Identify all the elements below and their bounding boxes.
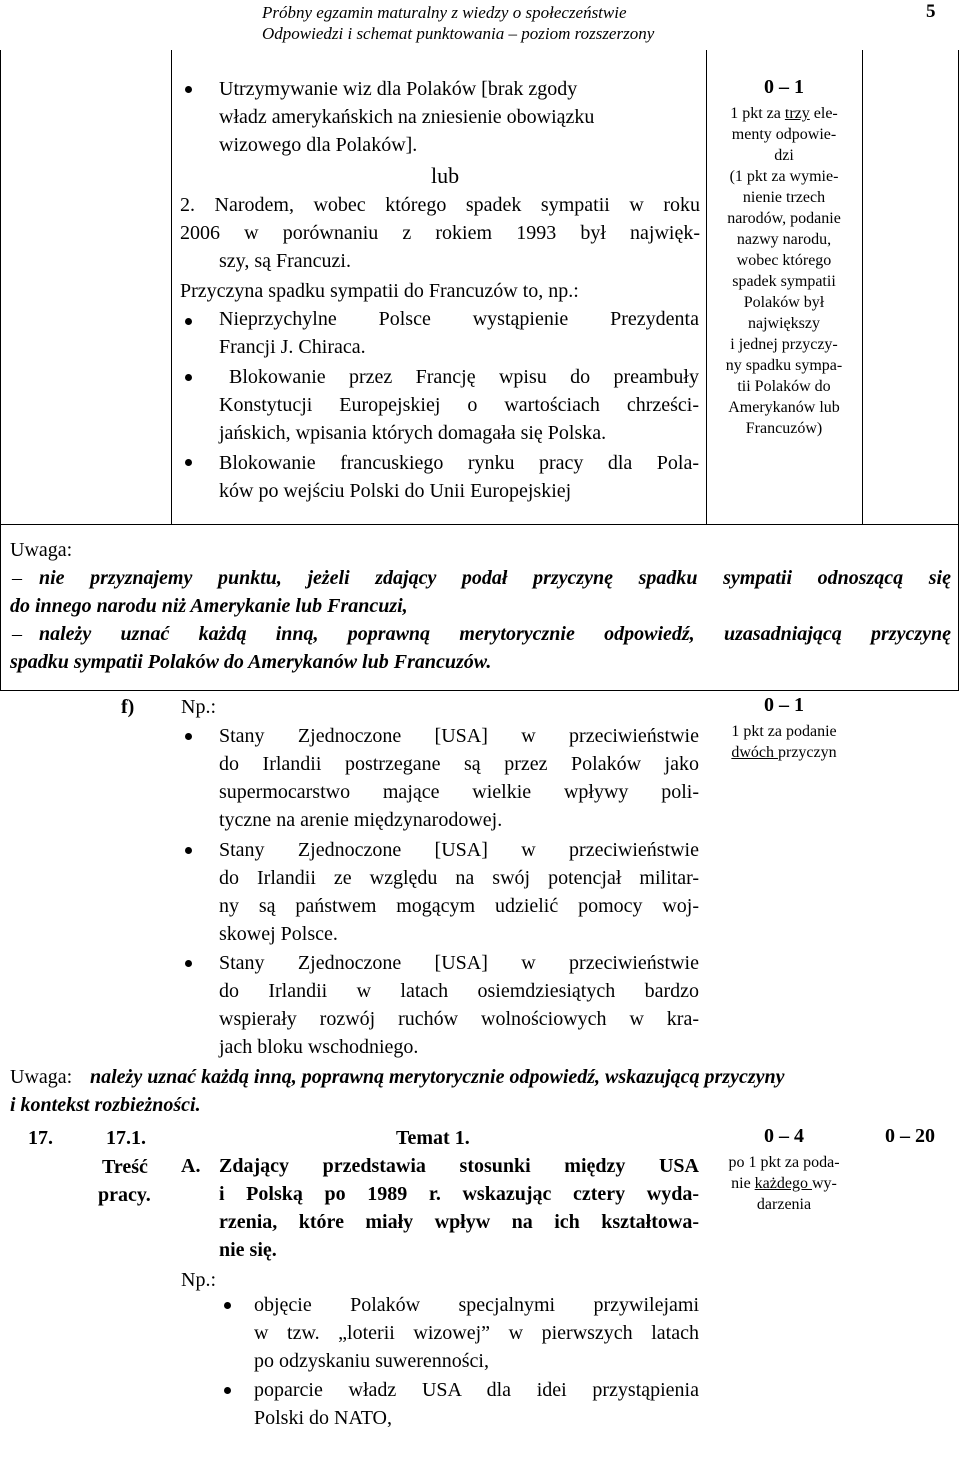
column-divider (862, 50, 863, 524)
bullet-icon (185, 733, 192, 740)
total-score: 0 – 20 (885, 1125, 935, 1147)
text-line: Nieprzychylne Polsce wystąpienie Prezydenta (219, 308, 699, 330)
text-line: Blokowanie przez Francję wpisu do preambuły (229, 366, 699, 388)
text-line: szy, są Francuzi. (219, 250, 351, 272)
text-line: 2. Narodem, wobec którego spadek sympatii w roku (180, 194, 700, 216)
scoring-line: 1 pkt za podanie (731, 723, 837, 740)
scoring-line: (1 pkt za wymie- (729, 168, 839, 185)
item-label: f) (121, 696, 135, 718)
scoring-line: darzenia (756, 1196, 812, 1213)
text-line: Zdający przedstawia stosunki między USA (219, 1155, 699, 1177)
bullet-icon (185, 318, 192, 325)
reason-heading: Przyczyna spadku sympatii do Francuzów to, np.: (180, 280, 579, 302)
text-line: do Irlandii postrzegane są przez Polaków jako (219, 753, 699, 775)
text-line: supermocarstwo mające wielkie wpływy poli- (219, 781, 699, 803)
text-line: Polski do NATO, (254, 1407, 392, 1429)
text-line: nie się. (219, 1239, 277, 1261)
subtask-number: 17.1. (106, 1127, 146, 1149)
table-border (958, 524, 959, 690)
bullet-icon (185, 86, 192, 93)
score-range: 0 – 1 (764, 76, 804, 98)
scoring-line: dzi (774, 147, 794, 164)
scoring-line: Francuzów) (745, 420, 823, 437)
text-line: władz amerykańskich na zniesienie obowiązku (219, 106, 595, 128)
scoring-line: Amerykanów lub (728, 399, 840, 416)
note-text: i kontekst rozbieżności. (10, 1094, 201, 1116)
text-line: wizowego dla Polaków]. (219, 134, 418, 156)
text-line: jach bloku wschodniego. (219, 1036, 419, 1058)
bullet-icon (185, 960, 192, 967)
topic-title: Temat 1. (396, 1127, 470, 1149)
text-line: ków po wejściu Polski do Unii Europejskiej (219, 480, 572, 502)
note-label: Uwaga: (10, 1066, 73, 1088)
text-line: po odzyskaniu suwerenności, (254, 1350, 489, 1372)
scoring-line: dwóch przyczyn (731, 744, 837, 761)
bullet-icon (185, 847, 192, 854)
scoring-line: największy (748, 315, 820, 332)
or-label: lub (431, 163, 460, 188)
text-line: objęcie Polaków specjalnymi przywilejami (254, 1294, 699, 1316)
scoring-line: 1 pkt za trzy ele- (730, 105, 838, 122)
text-line: w tzw. „loterii wizowej” w pierwszych latach (254, 1322, 699, 1344)
table-border (0, 50, 1, 524)
text-line: Konstytucji Europejskiej o wartościach chrześci- (219, 394, 699, 416)
subtask-label: pracy. (98, 1184, 151, 1206)
text-line: poparcie władz USA dla idei przystąpienia (254, 1379, 699, 1401)
note-text: nie przyznajemy punktu, jeżeli zdający podał przyczynę spadku sympatii odnoszącą się (39, 567, 951, 589)
header-title: Próbny egzamin maturalny z wiedzy o społeczeństwie (262, 3, 627, 22)
scoring-line: nie każdego wy- (731, 1175, 837, 1192)
text-line: 2006 w porównaniu z rokiem 1993 był najwięk- (180, 222, 700, 244)
scoring-line: Polaków był (743, 294, 825, 311)
scoring-line: nazwy narodu, (736, 231, 832, 248)
header-subtitle: Odpowiedzi i schemat punktowania – poziom rozszerzony (262, 24, 655, 43)
note-text: należy uznać każdą inną, poprawną merytorycznie odpowiedź, wskazującą przyczyny (90, 1066, 785, 1088)
column-divider (171, 50, 172, 524)
note-label: Uwaga: (10, 539, 73, 561)
note-text: należy uznać każdą inną, poprawną merytorycznie odpowiedź, uzasadniającą przyczynę (39, 623, 951, 645)
table-border (0, 524, 1, 690)
text-line: Blokowanie francuskiego rynku pracy dla Pola- (219, 452, 699, 474)
bullet-icon (224, 1302, 231, 1309)
scoring-line: tii Polaków do (737, 378, 831, 395)
scoring-line: wobec którego (736, 252, 832, 269)
text-line: rzenia, które miały wpływ na ich kształtowa- (219, 1211, 699, 1233)
text-line: do Irlandii w latach osiemdziesiątych bardzo (219, 980, 699, 1002)
text-line: Stany Zjednoczone [USA] w przeciwieństwie (219, 725, 699, 747)
note-text: do innego narodu niż Amerykanie lub Francuzi, (10, 595, 408, 617)
scoring-line: i jednej przyczy- (730, 336, 838, 353)
text-line: Utrzymywanie wiz dla Polaków [brak zgody (219, 78, 578, 100)
scoring-line: spadek sympatii (732, 273, 836, 290)
row-divider (0, 690, 959, 691)
text-line: i Polską po 1989 r. wskazując cztery wyda- (219, 1183, 699, 1205)
scoring-rule (706, 721, 862, 763)
scoring-line: menty odpowie- (731, 126, 837, 143)
text-line: do Irlandii ze względu na swój potencjał militar- (219, 867, 699, 889)
text-line: wspierały rozwój ruchów wolnościowych w kra- (219, 1008, 699, 1030)
bullet-icon (224, 1387, 231, 1394)
bullet-icon (185, 374, 192, 381)
text-line: Stany Zjednoczone [USA] w przeciwieństwie (219, 952, 699, 974)
text-line: Stany Zjednoczone [USA] w przeciwieństwie (219, 839, 699, 861)
scoring-line: narodów, podanie (727, 210, 841, 227)
text-line: jańskich, wpisania których domagała się Polska. (219, 422, 607, 444)
text-line: tyczne na arenie międzynarodowej. (219, 809, 503, 831)
np-label: Np.: (181, 1269, 216, 1291)
task-number: 17. (28, 1127, 53, 1149)
text-line: skowej Polsce. (219, 923, 338, 945)
scoring-rule (706, 1152, 862, 1215)
note-text: spadku sympatii Polaków do Amerykanów lub Francuzów. (10, 651, 492, 673)
score-range: 0 – 1 (764, 694, 804, 716)
scoring-line: nienie trzech (742, 189, 826, 206)
dash-icon: – (12, 567, 22, 589)
section-label: A. (181, 1155, 201, 1177)
scoring-line: po 1 pkt za poda- (728, 1154, 840, 1171)
dash-icon: – (12, 623, 22, 645)
text-line: ny są państwem mogącym udzielić pomocy woj- (219, 895, 699, 917)
scoring-line: ny spadku sympa- (725, 357, 843, 374)
text-line: Francji J. Chiraca. (219, 336, 366, 358)
score-range: 0 – 4 (764, 1125, 804, 1147)
np-label: Np.: (181, 696, 216, 718)
row-divider (0, 524, 959, 525)
scoring-rule (706, 103, 862, 439)
subtask-label: Treść (102, 1156, 148, 1178)
bullet-icon (185, 459, 192, 466)
page-number: 5 (926, 1, 936, 22)
table-border (958, 50, 959, 524)
